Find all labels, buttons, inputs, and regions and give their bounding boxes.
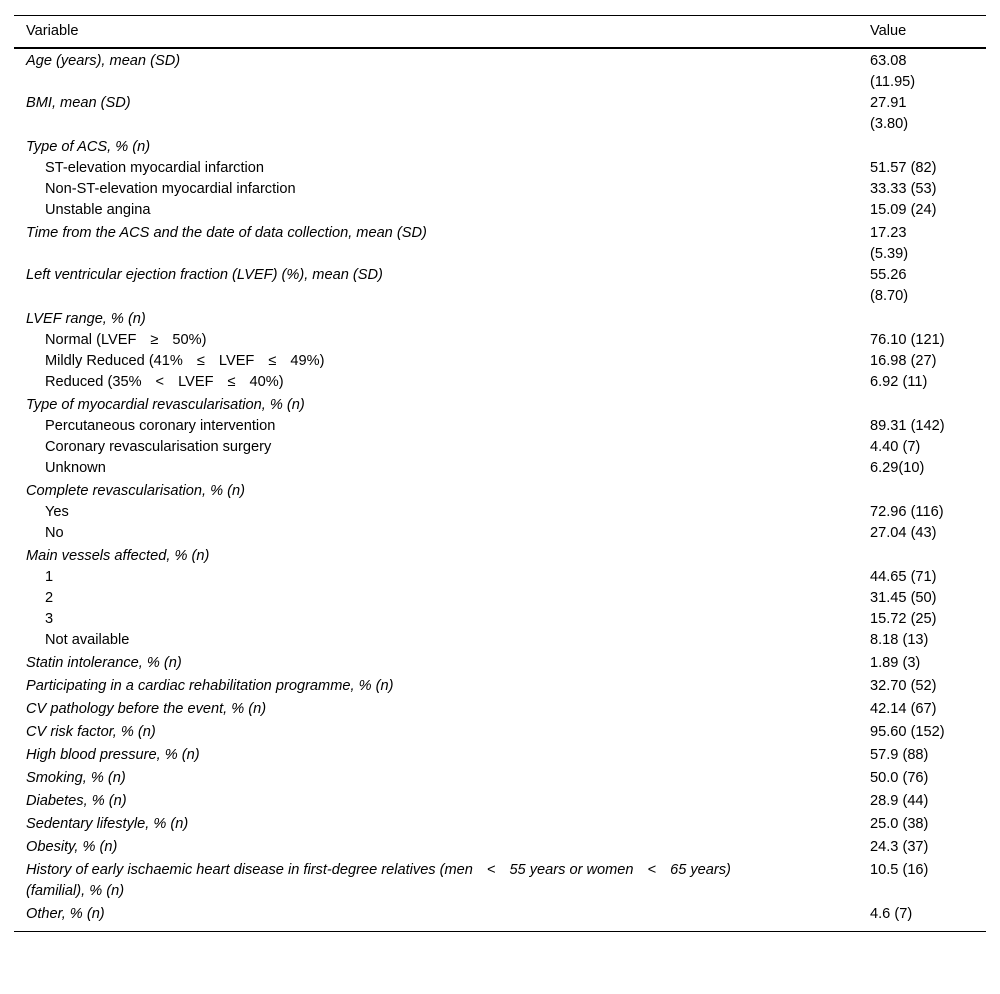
variable-label: Participating in a cardiac rehabilitation programme, % (n) <box>26 678 394 694</box>
table-row <box>14 93 986 135</box>
variable-label: Left ventricular ejection fraction (LVEF) (%), mean (SD) <box>26 267 383 283</box>
subitem-label: Not available <box>45 632 130 648</box>
variable-value: 27.91 (3.80) <box>870 95 909 132</box>
variable-value: 10.5 (16) <box>870 862 929 878</box>
table-row <box>14 221 986 265</box>
subitem-value: 27.04 (43) <box>870 525 937 541</box>
subitem-label: 2 <box>45 590 54 606</box>
variable-label: Diabetes, % (n) <box>26 793 127 809</box>
subitem-value: 44.65 (71) <box>870 569 937 585</box>
group-label: Main vessels affected, % (n) <box>26 548 210 564</box>
subitem-value: 16.98 (27) <box>870 353 937 369</box>
variable-label: Sedentary lifestyle, % (n) <box>26 816 189 832</box>
variable-label: CV risk factor, % (n) <box>26 724 156 740</box>
table-subrow <box>14 372 986 393</box>
group-label: LVEF range, % (n) <box>26 311 146 327</box>
table-row <box>14 789 986 812</box>
table-row <box>14 766 986 789</box>
subitem-value: 4.40 (7) <box>870 439 921 455</box>
variable-label: Other, % (n) <box>26 906 105 922</box>
table-row <box>14 544 986 567</box>
variable-label: Time from the ACS and the date of data collection, mean (SD) <box>26 225 427 241</box>
table-row <box>14 674 986 697</box>
table-subrow <box>14 609 986 630</box>
variable-value: 63.08 (11.95) <box>870 53 916 90</box>
subitem-label: Yes <box>45 504 69 520</box>
variable-value: 24.3 (37) <box>870 839 929 855</box>
table-row <box>14 265 986 307</box>
variable-label: History of early ischaemic heart disease in first-degree relatives (men < 55 years or women < 65 years) (familial), % (n) <box>26 862 731 899</box>
subitem-label: Percutaneous coronary intervention <box>45 418 276 434</box>
variable-value: 1.89 (3) <box>870 655 921 671</box>
variable-value: 25.0 (38) <box>870 816 929 832</box>
subitem-label: Coronary revascularisation surgery <box>45 439 272 455</box>
variable-value: 32.70 (52) <box>870 678 937 694</box>
table-row <box>14 902 986 932</box>
variable-value: 4.6 (7) <box>870 906 913 922</box>
subitem-value: 31.45 (50) <box>870 590 937 606</box>
subitem-value: 6.92 (11) <box>870 374 928 390</box>
table-subrow <box>14 351 986 372</box>
patient-characteristics-table <box>14 15 986 932</box>
table-subrow <box>14 200 986 221</box>
subitem-label: Non-ST-elevation myocardial infarction <box>45 181 296 197</box>
table-row <box>14 307 986 330</box>
table-row <box>14 812 986 835</box>
table-subrow <box>14 416 986 437</box>
table-subrow <box>14 588 986 609</box>
subitem-value: 89.31 (142) <box>870 418 945 434</box>
variable-value: 50.0 (76) <box>870 770 929 786</box>
table-row <box>14 48 986 93</box>
table-row <box>14 393 986 416</box>
table-subrow <box>14 630 986 651</box>
header-variable: Variable <box>26 23 79 39</box>
variable-label: Obesity, % (n) <box>26 839 118 855</box>
table-subrow <box>14 523 986 544</box>
subitem-value: 8.18 (13) <box>870 632 929 648</box>
group-label: Type of ACS, % (n) <box>26 139 151 155</box>
header-value: Value <box>870 23 907 39</box>
table-subrow <box>14 502 986 523</box>
table-subrow <box>14 179 986 200</box>
variable-value: 95.60 (152) <box>870 724 945 740</box>
variable-label: Smoking, % (n) <box>26 770 126 786</box>
subitem-label: Normal (LVEF ≥ 50%) <box>45 332 207 348</box>
subitem-label: Reduced (35% < LVEF ≤ 40%) <box>45 374 284 390</box>
table-row <box>14 720 986 743</box>
group-label: Complete revascularisation, % (n) <box>26 483 245 499</box>
variable-value: 55.26 (8.70) <box>870 267 909 304</box>
variable-value: 42.14 (67) <box>870 701 937 717</box>
variable-label: BMI, mean (SD) <box>26 95 131 111</box>
subitem-value: 15.72 (25) <box>870 611 937 627</box>
variable-label: Statin intolerance, % (n) <box>26 655 182 671</box>
table-header-row <box>14 16 986 49</box>
subitem-label: 1 <box>45 569 54 585</box>
subitem-value: 33.33 (53) <box>870 181 937 197</box>
subitem-value: 72.96 (116) <box>870 504 944 520</box>
subitem-value: 6.29(10) <box>870 460 925 476</box>
variable-label: High blood pressure, % (n) <box>26 747 200 763</box>
group-label: Type of myocardial revascularisation, % (n) <box>26 397 305 413</box>
table-container <box>14 15 986 932</box>
table-subrow <box>14 458 986 479</box>
subitem-label: Unknown <box>45 460 106 476</box>
variable-value: 57.9 (88) <box>870 747 929 763</box>
variable-value: 17.23 (5.39) <box>870 225 909 262</box>
table-subrow <box>14 330 986 351</box>
subitem-label: Mildly Reduced (41% ≤ LVEF ≤ 49%) <box>45 353 325 369</box>
table-row <box>14 858 986 902</box>
table-subrow <box>14 567 986 588</box>
subitem-value: 76.10 (121) <box>870 332 945 348</box>
table-subrow <box>14 437 986 458</box>
subitem-label: 3 <box>45 611 54 627</box>
variable-label: CV pathology before the event, % (n) <box>26 701 267 717</box>
table-subrow <box>14 158 986 179</box>
table-row <box>14 651 986 674</box>
table-row <box>14 697 986 720</box>
subitem-value: 51.57 (82) <box>870 160 937 176</box>
subitem-label: ST-elevation myocardial infarction <box>45 160 265 176</box>
subitem-value: 15.09 (24) <box>870 202 937 218</box>
variable-value: 28.9 (44) <box>870 793 929 809</box>
table-row <box>14 835 986 858</box>
subitem-label: No <box>45 525 64 541</box>
subitem-label: Unstable angina <box>45 202 151 218</box>
table-row <box>14 135 986 158</box>
table-row <box>14 479 986 502</box>
variable-label: Age (years), mean (SD) <box>26 53 181 69</box>
table-row <box>14 743 986 766</box>
